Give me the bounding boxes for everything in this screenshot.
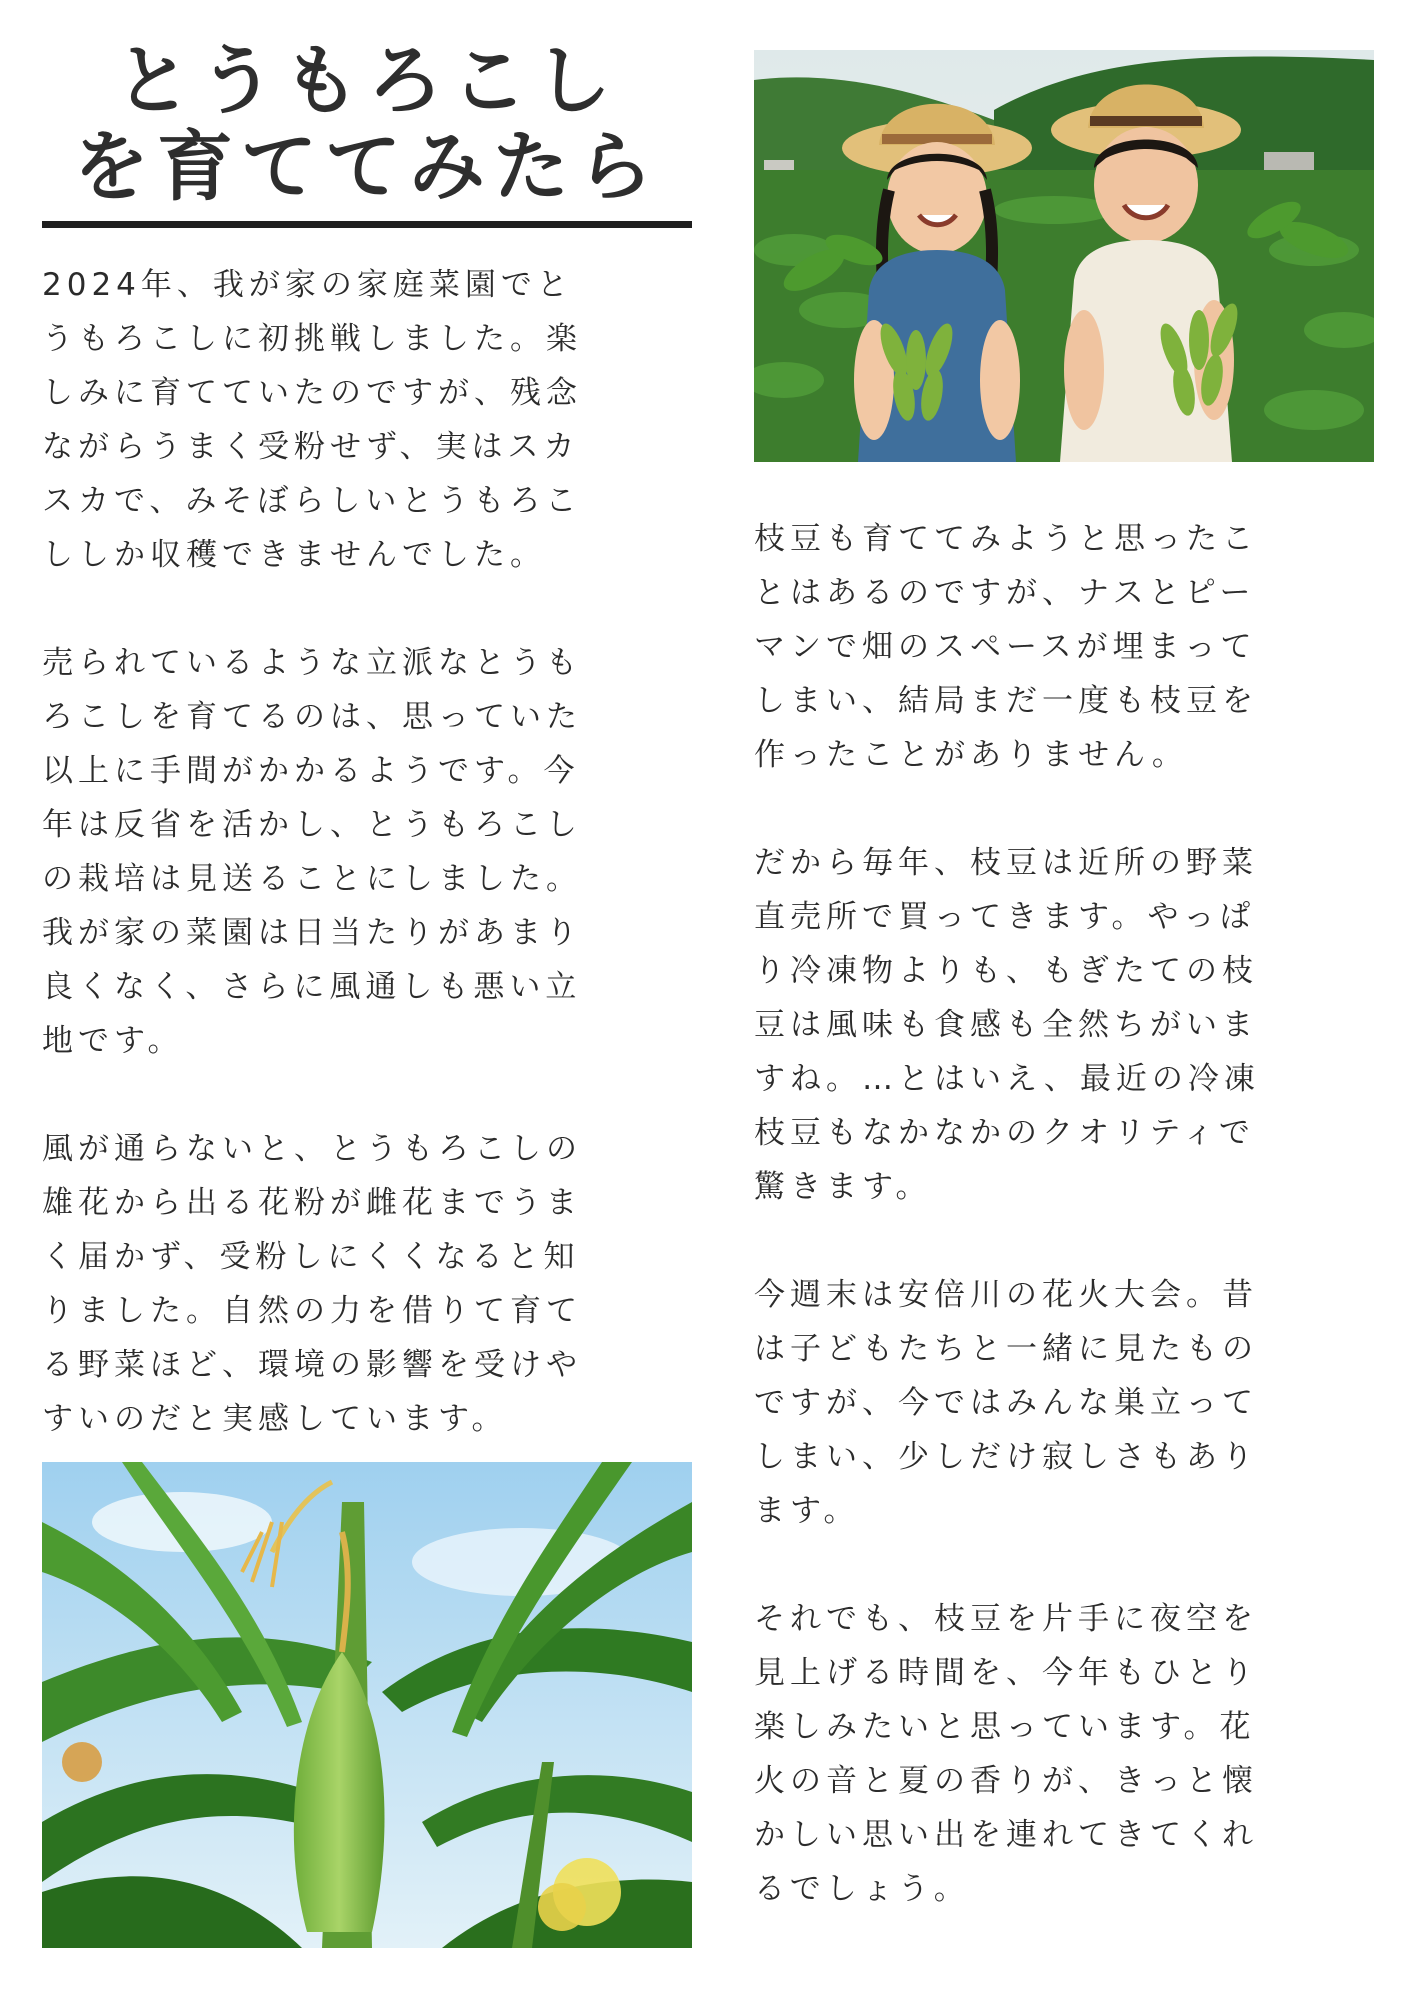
title-line-1: とうもろこし xyxy=(115,36,619,125)
right-paragraph-4: それでも、枝豆を片手に夜空を 見上げる時間を、今年もひとり 楽しみたいと思っています。花 火の音と夏の香りが、きっと懐 かしい思い出を連れてきてくれ るでしょう。 xyxy=(754,1601,1258,1907)
right-paragraph-3: 今週末は安倍川の花火大会。昔 は子どもたちと一緒に見たもの ですが、今ではみんな巣立って しまい、少しだけ寂しさもあり ます。 xyxy=(754,1277,1258,1529)
right-paragraph-1: 枝豆も育ててみようと思ったこ とはあるのですが、ナスとピー マンで畑のスペースが埋まって しまい、結局まだ一度も枝豆を 作ったことがありません。 xyxy=(754,521,1258,773)
right-paragraph-2: だから毎年、枝豆は近所の野菜 直売所で買ってきます。やっぱ り冷凍物よりも、もぎたての枝 豆は風味も食感も全然ちがいま すね。…とはいえ、最近の冷凍 枝豆もなかなかのクオリティで 驚きます。 xyxy=(754,845,1260,1205)
corn-field-photo xyxy=(42,1462,692,1948)
title-line-2: を育ててみたら xyxy=(73,122,661,211)
left-paragraph-2: 売られているような立派なとうも ろこしを育てるのは、思っていた 以上に手間がかかるようです。今 年は反省を活かし、とうもろこし の栽培は見送ることにしました。 我が家の菜園は日当たりがあまり 良くなく、さらに風通しも悪い立 地です。 xyxy=(42,645,582,1059)
page-title xyxy=(42,38,692,210)
children-edamame-photo xyxy=(754,50,1374,462)
title-divider xyxy=(42,221,692,228)
left-paragraph-1: 2024年、我が家の家庭菜園でと うもろこしに初挑戦しました。楽 しみに育てていたのですが、残念 ながらうまく受粉せず、実はスカ スカで、みそぼらしいとうもろこ ししか収穫できませんでした。 xyxy=(42,267,582,573)
left-paragraph-3: 風が通らないと、とうもろこしの 雄花から出る花粉が雌花までうま く届かず、受粉しにくくなると知 りました。自然の力を借りて育て る野菜ほど、環境の影響を受けや すいのだと実感しています。 xyxy=(42,1131,582,1437)
